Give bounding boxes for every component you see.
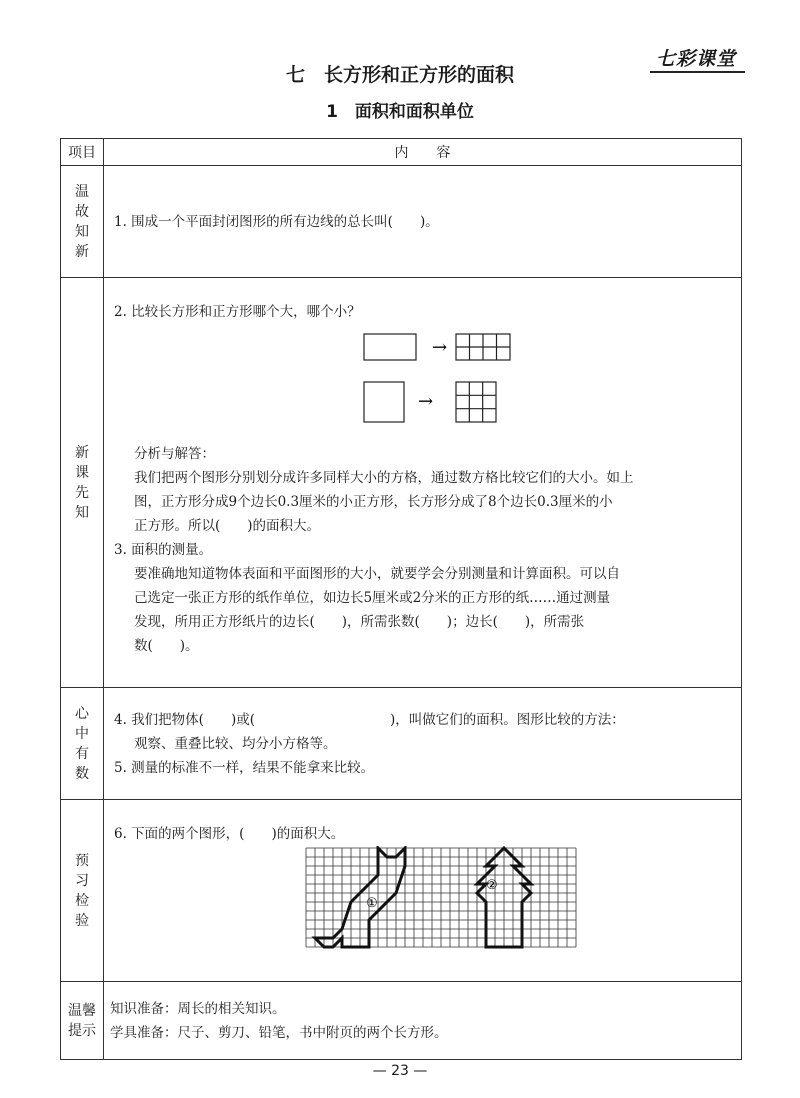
tip-2: 学具准备：尺子、剪刀、铅笔，书中附页的两个长方形。: [110, 1024, 448, 1041]
question-6: 6. 下面的两个图形，( )的面积大。: [114, 826, 345, 842]
question-5: 5. 测量的标准不一样，结果不能拿来比较。: [114, 759, 375, 776]
rectangle-grid: [456, 334, 510, 360]
label-new-lesson: 新课先知: [61, 278, 104, 688]
tip-1: 知识准备：周长的相关知识。: [110, 1000, 286, 1017]
label-key-points: 心中有数: [61, 688, 104, 800]
q3-line-1: 要准确地知道物体表面和平面图形的大小，就要学会分别测量和计算面积。可以自: [134, 566, 620, 582]
preview-content: [104, 800, 742, 982]
question-2: 2. 比较长方形和正方形哪个大，哪个小？: [114, 304, 361, 320]
question-4-line-1: 4. 我们把物体( )或( )，叫做它们的面积。图形比较的方法：: [114, 711, 625, 728]
label-review: 温故知新: [61, 166, 104, 278]
brand-text: 七彩课堂: [656, 48, 737, 70]
new-lesson-content: [104, 278, 742, 688]
q3-line-3: 发现，所用正方形纸片的边长( )，所需张数( )；边长( )，所需张: [134, 614, 585, 630]
square-grid: [456, 382, 496, 422]
question-4-line-2: 观察、重叠比较、均分小方格等。: [134, 735, 337, 752]
figure-2-label: ②: [486, 878, 498, 893]
analysis-line-3: 正方形。所以( )的面积大。: [134, 518, 321, 534]
figure-1-label: ①: [366, 896, 378, 911]
header-content: 内 容: [104, 139, 742, 166]
q3-line-4: 数( )。: [134, 638, 199, 654]
chapter-title: 七 长方形和正方形的面积: [285, 64, 514, 86]
q3-line-2: 己选定一张正方形的纸作单位，如边长5厘米或2分米的正方形的纸……通过测量: [134, 590, 611, 606]
question-3: 3. 面积的测量。: [114, 542, 213, 558]
header-item: 项目: [61, 139, 104, 166]
rectangle-shape: [364, 334, 416, 360]
section-title: 1 面积和面积单位: [326, 102, 474, 122]
review-content: [104, 166, 742, 278]
compare-figure: [114, 330, 714, 442]
analysis-title: 分析与解答：: [134, 446, 215, 462]
label-preview: 预习检验: [61, 800, 104, 982]
tips-content: [104, 982, 742, 1060]
question-1: 1. 围成一个平面封闭图形的所有边线的总长叫( )。: [114, 213, 439, 230]
label-tips: 温馨提示: [61, 982, 104, 1060]
arrow-2: →: [418, 391, 434, 412]
analysis-line-2: 图，正方形分成9个边长0.3厘米的小正方形，长方形分成了8个边长0.3厘米的小: [134, 494, 613, 510]
key-points-content: [104, 688, 742, 800]
arrow-1: →: [432, 337, 448, 358]
square-shape: [364, 382, 404, 422]
grid-figures: [114, 846, 714, 956]
page-number: — 23 —: [372, 1063, 428, 1079]
analysis-line-1: 我们把两个图形分别划分成许多同样大小的方格，通过数方格比较它们的大小。如上: [134, 470, 634, 486]
worksheet-table: [60, 138, 742, 1060]
square-grid-background: [306, 848, 576, 947]
